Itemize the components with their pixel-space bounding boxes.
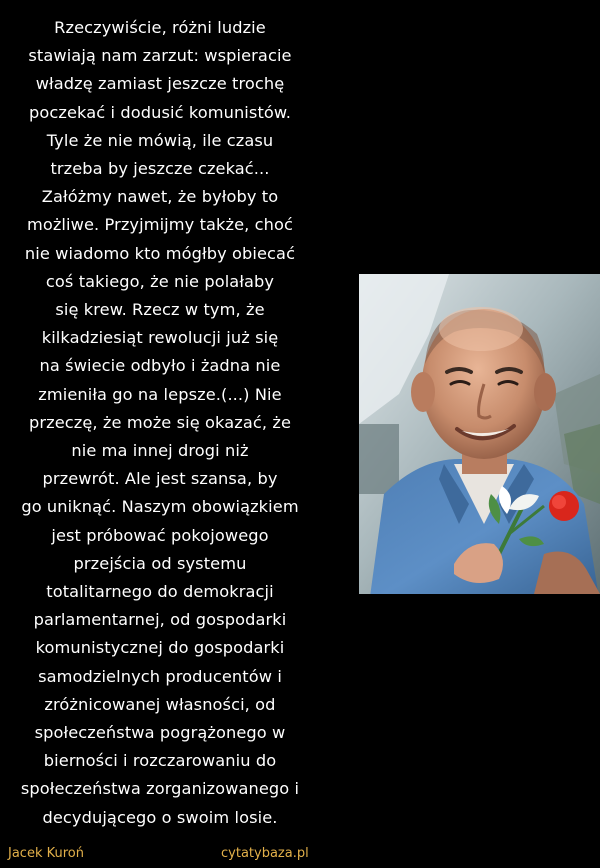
quote-line: przejścia od systemu [73,553,247,573]
author-name: Jacek Kuroń [8,846,84,861]
quote-line: na świecie odbyło i żadna nie [39,356,281,376]
quote-line: przeczę, że może się okazać, że [28,412,292,432]
author-photo [359,274,600,594]
quote-line: jest próbować pokojowego [51,525,269,545]
quote-line: zmieniła go na lepsze.(...) Nie [38,384,282,404]
quote-line: stawiają nam zarzut: wspieracie [28,46,292,66]
quote-line: się krew. Rzecz w tym, że [55,300,265,320]
quote-line: komunistycznej do gospodarki [35,638,285,658]
site-name[interactable]: cytatybaza.pl [221,846,309,861]
quote-line: nie wiadomo kto mógłby obiecać [24,243,296,263]
quote-line: Załóżmy nawet, że byłoby to [41,187,279,207]
quote-line: trzeba by jeszcze czekać... [50,159,270,179]
quote-line: bierności i rozczarowaniu do [43,751,277,771]
quote-line: go uniknąć. Naszym obowiązkiem [21,497,299,517]
quote-line: społeczeństwa zorganizowanego i [20,779,300,799]
quote-line: Tyle że nie mówią, ile czasu [46,130,274,150]
quote-line: totalitarnego do demokracji [46,582,274,602]
quote-line: nie ma innej drogi niż [71,441,249,461]
quote-line: społeczeństwa pogrążonego w [34,723,286,743]
quote-line: poczekać i dodusić komunistów. [29,102,291,122]
quote-line: Rzeczywiście, różni ludzie [54,18,266,37]
quote-line: samodzielnych producentów i [38,666,282,686]
quote-line: zróżnicowanej własności, od [44,694,276,714]
quote-text [10,14,310,832]
quote-line: władzę zamiast jeszcze trochę [35,74,285,94]
quote-line: decydującego o swoim losie. [42,807,278,827]
quote-line: parlamentarnej, od gospodarki [33,610,287,630]
quote-line: kilkadziesiąt rewolucji już się [41,328,279,348]
author-portrait-illustration [359,274,600,594]
quote-line: możliwe. Przyjmijmy także, choć [26,215,294,235]
quote-line: przewrót. Ale jest szansa, by [42,469,278,489]
quote-line: coś takiego, że nie polałaby [45,271,275,291]
